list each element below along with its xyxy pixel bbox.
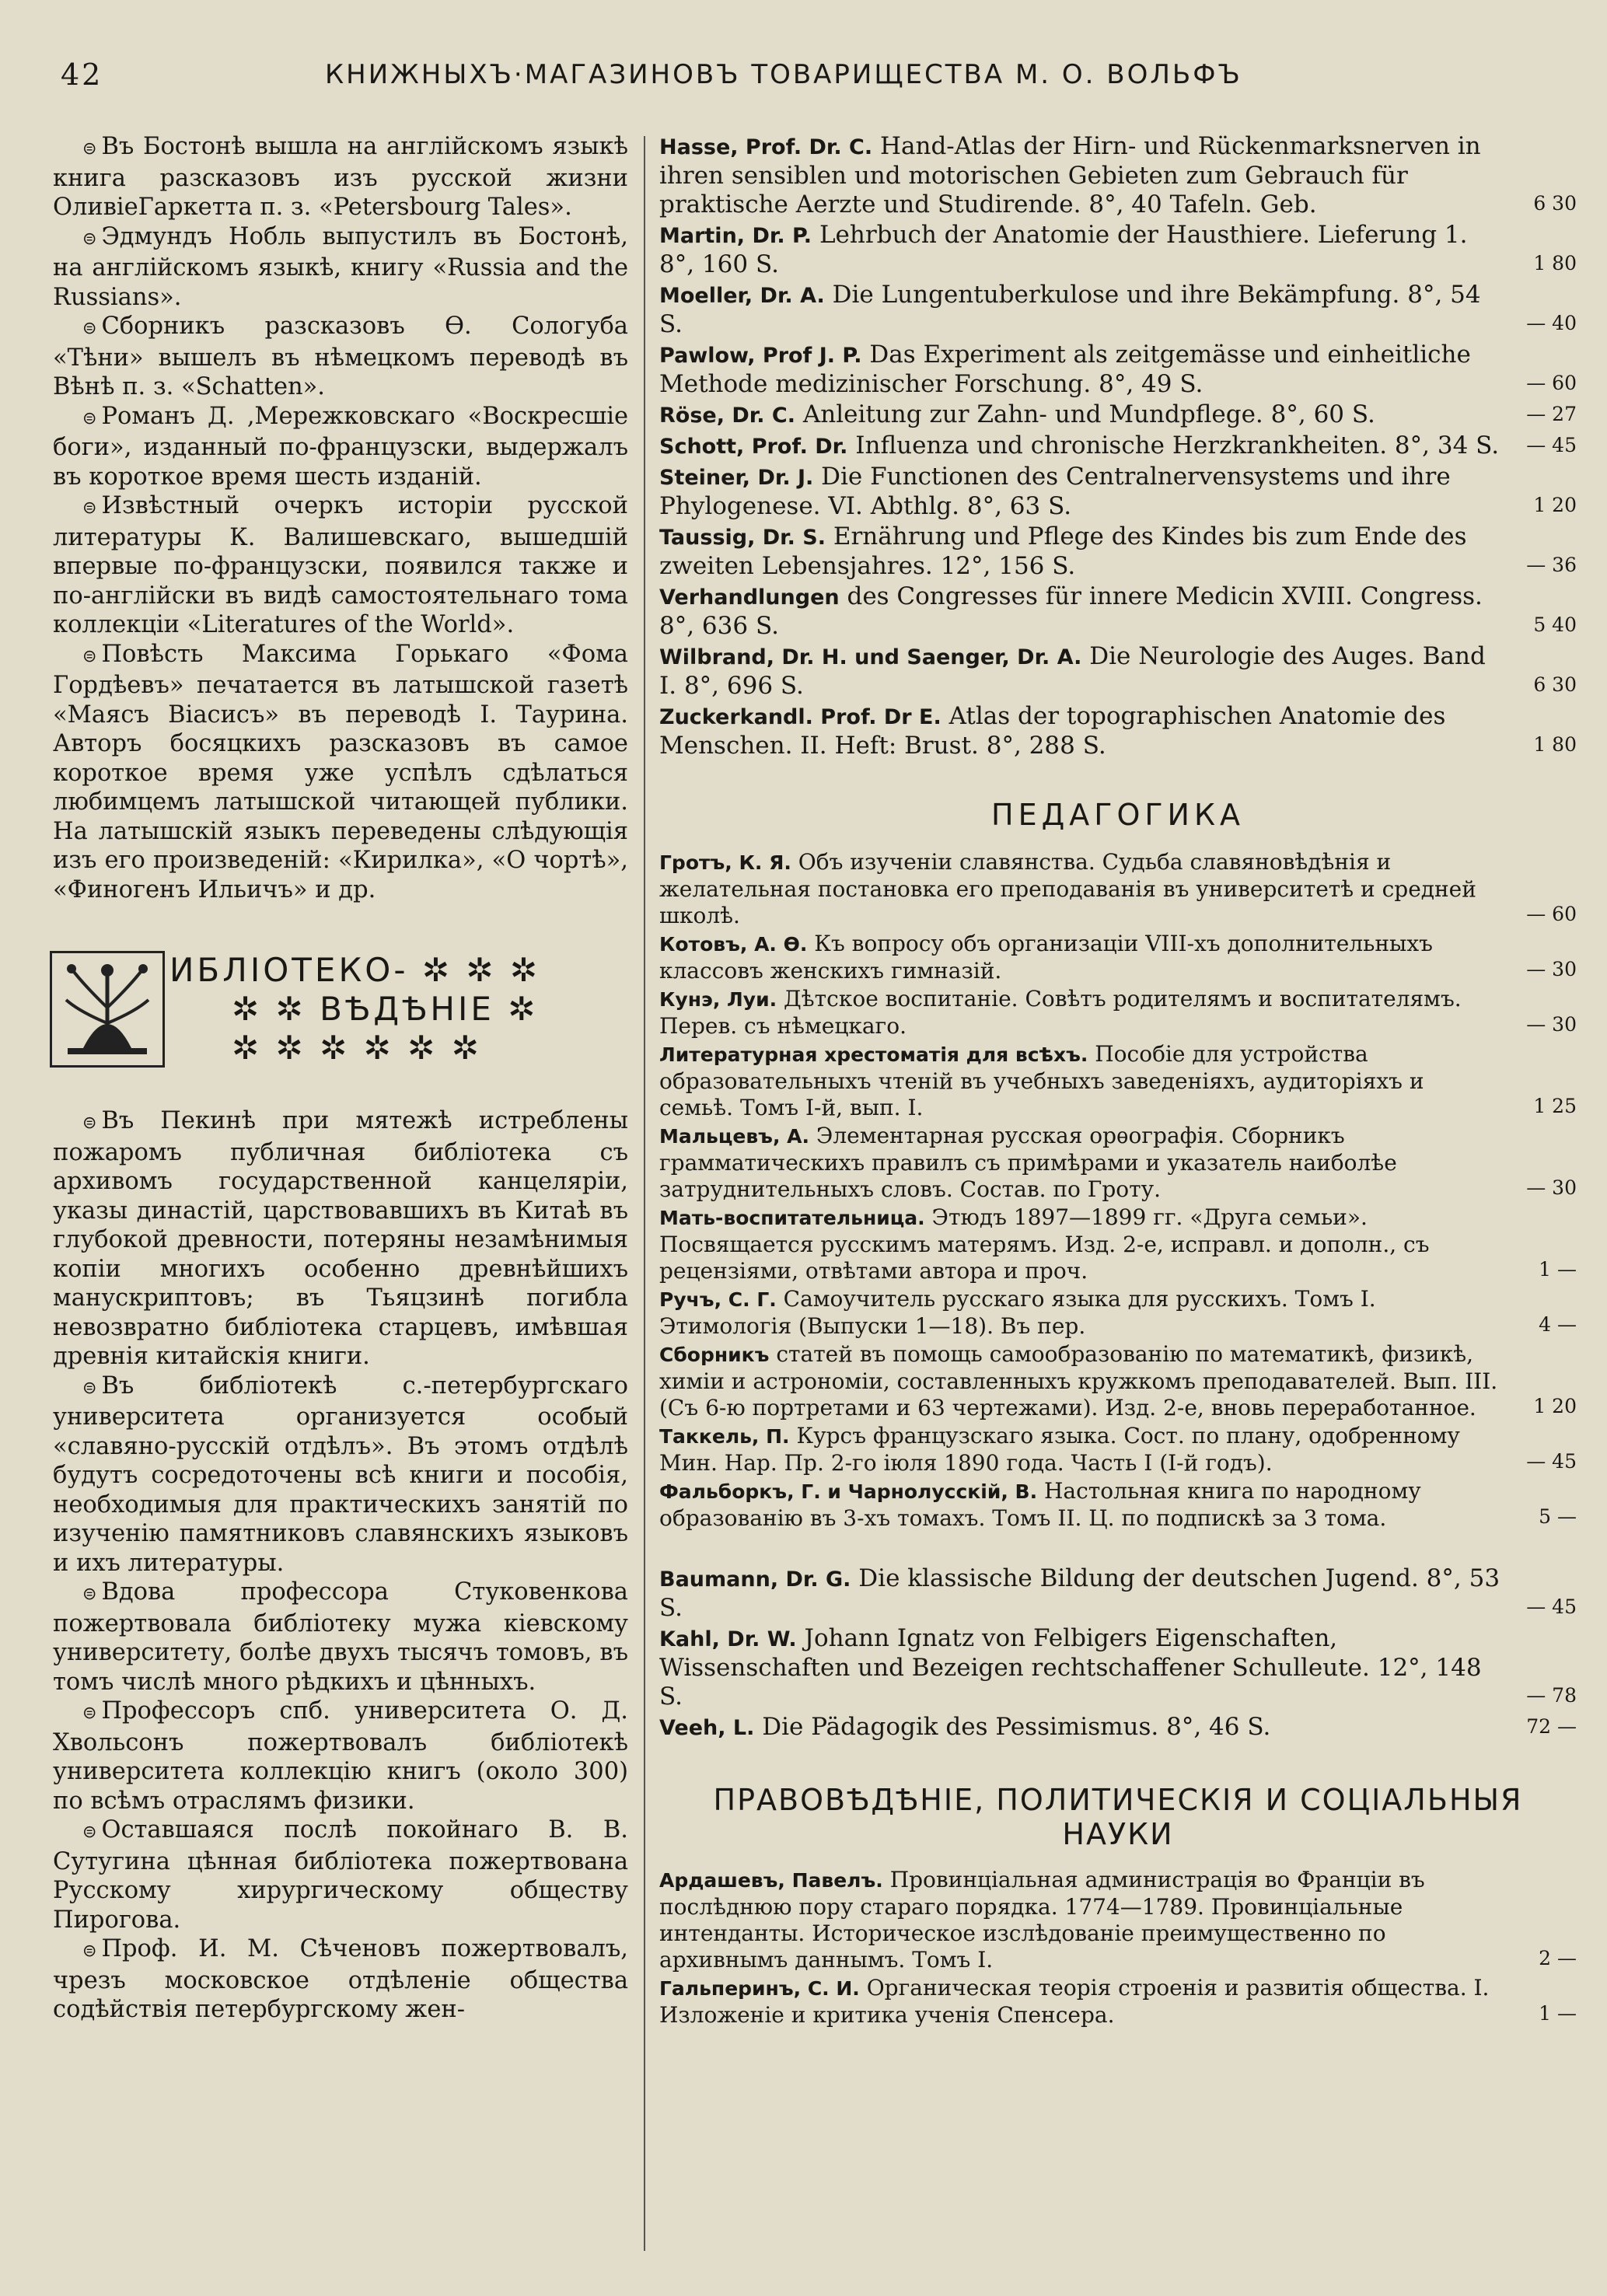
heading-line-1: ИБЛІОТЕКО- ✲ ✲ ✲ [169,951,541,989]
book-entry [659,221,1577,279]
book-entry [659,1041,1577,1121]
book-entry [659,522,1577,581]
book-title: Пособіе для устройства образовательныхъ чтеній въ учебныхъ заведеніяхъ, аудиторіяхъ и семьѣ. Томъ І-й, вып. І. [659,1041,1424,1120]
heading-line-2: ✲ ✲ ВѢДѢНІЕ ✲ [232,990,539,1028]
book-title: Самоучитель русскаго языка для русскихъ. Томъ І. Этимологія (Выпуски 1—18). Въ пер. [659,1286,1376,1339]
book-entry [659,1624,1577,1711]
paragraph-text: Повѣсть Максима Горькаго «Фома Гордѣевъ» печатается въ латышской газетѣ «Маясъ Віасисъ» въ переводѣ І. Таурина. Авторъ босяцкихъ разсказовъ въ самое короткое время уже успѣлъ сдѣлаться любимцемъ латышской читающей публики. На латышскій языкъ переведены слѣдующія изъ его произведеній: «Кирилка», «О чортѣ», «Финогенъ Ильичъ» и др. [53,640,628,903]
book-author: Schott, Prof. Dr. [659,435,848,459]
book-entry [659,400,1577,430]
book-price: 72 — [1526,1715,1577,1738]
news-item [53,491,628,640]
book-title: Объ изученіи славянства. Судьба славяновѣдѣнія и желательная постановка его преподаванія въ университетѣ и средней школѣ. [659,849,1476,928]
book-entry [659,986,1577,1040]
left-column [53,132,628,2025]
book-title: Органическая теорія строенія и развитія общества. I. Изложеніе и критика ученія Спенсера. [659,1975,1490,2028]
book-author: Ардашевъ, Павелъ. [659,1869,883,1892]
book-entry [659,1286,1577,1340]
library-news-item [53,1372,628,1578]
book-title: Курсъ французскаго языка. Сост. по плану, одобренному Мин. Нар. Пр. 2-го іюля 1890 года. Часть I (I-й годъ). [659,1423,1460,1476]
book-author: Martin, Dr. P. [659,224,812,248]
book-title: Ernährung und Pflege des Kindes bis zum Ende des zweiten Lebensjahres. 12°, 156 S. [659,522,1467,580]
book-price: — 30 [1526,1176,1577,1199]
book-title: Lehrbuch der Anatomie der Hausthiere. Lieferung 1. 8°, 160 S. [659,221,1468,278]
paragraph-text: Романъ Д. ‚Мережковскаго «Воскресшіе боги», изданный по-французски, выдержалъ въ короткое время шесть изданій. [53,402,628,491]
book-entry [659,642,1577,701]
book-entry [659,1867,1577,1973]
book-price: — 45 [1526,1595,1577,1618]
bullet-icon: ⊜ [82,139,97,159]
book-author: Сборникъ [659,1344,770,1366]
book-author: Moeller, Dr. A. [659,284,825,308]
paragraph-text: Въ библіотекѣ с.-петербургскаго университета организуется особый «славяно-русскій отдѣлъ». Въ этомъ отдѣлѣ будутъ сосредоточены всѣ книги и пособія, необходимыя для практическихъ занятій по изученію памятниковъ славянскихъ языковъ и ихъ литературы. [53,1372,628,1577]
book-author: Baumann, Dr. G. [659,1567,851,1592]
book-title: Die Pädagogik des Pessimismus. 8°, 46 S. [762,1713,1271,1741]
column-divider [644,136,645,2251]
running-title: КНИЖНЫХЪ·МАГАЗИНОВЪ ТОВАРИЩЕСТВА М. О. ВОЛЬФЪ [325,59,1242,90]
book-price: 4 — [1539,1313,1577,1336]
book-price: 1 20 [1533,1395,1577,1417]
book-price: 6 30 [1533,192,1577,215]
library-heading [50,951,628,1068]
paragraph-text: Вдова профессора Стуковенкова пожертвовала библіотеку мужа кіевскому университету, болѣе двухъ тысячъ томовъ, въ томъ числѣ много рѣдкихъ и цѣнныхъ. [53,1578,628,1696]
paragraph-text: Въ Пекинѣ при мятежѣ истреблены пожаромъ публичная библіотека съ архивомъ государственной канцеляріи, указы династій, царствовавшихъ въ Китаѣ въ глубокой древности, потеряны незамѣнимыя копіи многихъ особенно древнѣйшихъ манускриптовъ; въ Тьяцзинѣ погибла невозвратно библіотека старцевъ, имѣвшая древнія китайскія книги. [53,1107,628,1370]
book-entry [659,432,1577,461]
book-title: Die Neurologie des Auges. Band I. 8°, 696 S. [659,642,1486,700]
book-title: статей въ помощь самообразованію по математикѣ, физикѣ, химіи и астрономіи, составленныхъ кружкомъ преподавателей. Вып. III. (Съ 6-ю портретами и 63 чертежами). Изд. 2-е, вновь переработанное. [659,1341,1498,1421]
news-item [53,640,628,905]
paragraph-text: Въ Бостонѣ вышла на англійскомъ языкѣ книга разсказовъ изъ русской жизни ОливіеГаркетта п. з. «Petersbourg Tales». [53,133,628,221]
book-price: — 40 [1526,312,1577,334]
book-price: — 60 [1526,372,1577,394]
bullet-icon: ⊜ [82,1704,97,1723]
book-entry [659,1123,1577,1203]
book-author: Wilbrand, Dr. H. und Saenger, Dr. A. [659,645,1082,669]
heading-line-3: ✲ ✲ ✲ ✲ ✲ ✲ [232,1029,482,1067]
book-entry [659,1713,1577,1742]
pedagogy-german-list [659,1564,1577,1742]
library-news-item [53,1815,628,1934]
library-news-item [53,1106,628,1372]
book-price: 1 20 [1533,494,1577,516]
book-price: — 30 [1526,958,1577,980]
book-price: 5 — [1539,1505,1577,1528]
bullet-icon: ⊜ [82,1378,97,1398]
page-number: 42 [61,58,103,92]
book-author: Кунэ, Луи. [659,988,777,1011]
book-entry [659,849,1577,929]
book-entry [659,1564,1577,1623]
book-author: Таккель, П. [659,1425,790,1448]
paragraph-text: Эдмундъ Нобль выпустилъ въ Бостонѣ, на англійскомъ языкѣ, книгу «Russia and the Russians». [53,222,628,311]
book-title: Die Functionen des Centralnervensystems und ihre Phylogenese. VI. Abthlg. 8°, 63 S. [659,463,1451,520]
bullet-icon: ⊜ [82,408,97,428]
paragraph-text: Оставшаяся послѣ покойнаго В. В. Сутугина цѣнная библіотека пожертвована Русскому хирургическому обществу Пирогова. [53,1816,628,1934]
bullet-icon: ⊜ [82,1585,97,1604]
book-entry [659,931,1577,984]
book-price: 1 80 [1533,733,1577,756]
book-price: — 27 [1526,403,1577,425]
paragraph-text: Проф. И. М. Сѣченовъ пожертвовалъ, чрезъ московское отдѣленіе общества содѣйствія петербургскому жен- [53,1935,628,2023]
bullet-icon: ⊜ [82,498,97,518]
paragraph-text: Профессоръ спб. университета О. Д. Хвольсонъ пожертвовалъ библіотекѣ университета коллекцію книгъ (около 300) по всѣмъ отраслямъ физики. [53,1697,628,1815]
book-author: Taussig, Dr. S. [659,526,826,550]
page-header [61,48,1569,103]
book-price: 1 — [1539,2002,1577,2025]
book-title: Hand-Atlas der Hirn- und Rückenmarksnerven in ihren sensiblen und motorischen Gebieten zum Gebrauch für praktische Aerzte und Studirende. 8°, 40 Tafeln. Geb. [659,132,1481,218]
book-title: Das Experiment als zeitgemässe und einheitliche Methode medizinischer Forschung. 8°, 49 S. [659,341,1471,398]
book-entry [659,1975,1577,2029]
library-news-item [53,1697,628,1815]
book-author: Verhandlungen [659,585,840,610]
law-list [659,1867,1577,2029]
right-column [659,132,1577,2030]
news-item [53,222,628,313]
book-author: Литературная хрестоматія для всѣхъ. [659,1043,1088,1066]
pedagogy-russian-list [659,849,1577,1532]
book-entry [659,341,1577,399]
book-author: Мать-воспитательница. [659,1207,925,1229]
book-author: Котовъ, А. Ѳ. [659,933,808,956]
book-author: Hasse, Prof. Dr. C. [659,135,873,159]
book-author: Pawlow, Prof J. P. [659,344,862,368]
book-price: 6 30 [1533,673,1577,696]
book-title: Atlas der topographischen Anatomie des Menschen. II. Heft: Brust. 8°, 288 S. [659,702,1446,760]
section-title-law: ПРАВОВѢДѢНІЕ, ПОЛИТИЧЕСКІЯ И СОЦІАЛЬНЫЯ НАУКИ [713,1783,1523,1851]
book-price: — 30 [1526,1013,1577,1036]
book-entry [659,1423,1577,1476]
book-author: Veeh, L. [659,1716,755,1740]
paragraph-text: Сборникъ разсказовъ Ѳ. Сологуба «Тѣни» вышелъ въ нѣмецкомъ переводѣ въ Вѣнѣ п. з. «Schatten». [53,313,628,400]
book-price: 1 80 [1533,252,1577,274]
book-entry [659,281,1577,339]
book-title: Anleitung zur Zahn- und Mundpflege. 8°, 60 S. [802,400,1375,428]
book-title: Influenza und chronische Herzkrankheiten. 8°, 34 S. [855,432,1500,460]
book-title: Элементарная русская орѳографія. Сборникъ грамматическихъ правилъ съ примѣрами и указатель наиболѣе затруднительныхъ словъ. Состав. по Гроту. [659,1123,1397,1202]
book-entry [659,1341,1577,1421]
book-price: — 36 [1526,554,1577,576]
bullet-icon: ⊜ [82,1822,97,1842]
book-title: Провинціальная администрація во Франціи въ послѣднюю пору стараго порядка. 1774—1789. Провинціальные интенданты. Историческое изслѣдованіе преимущественно по архивнымъ даннымъ. Томъ I. [659,1867,1425,1973]
book-title: Къ вопросу объ организаціи VIII-хъ дополнительныхъ классовъ женскихъ гимназій. [659,931,1433,984]
news-item [53,402,628,492]
medicine-list [659,132,1577,760]
book-entry [659,132,1577,219]
book-author: Röse, Dr. C. [659,404,795,428]
book-price: 1 — [1539,1258,1577,1281]
book-price: — 78 [1526,1684,1577,1707]
section-title-pedagogy: ПЕДАГОГИКА [991,798,1245,832]
book-title: Die Lungentuberkulose und ihre Bekämpfung. 8°, 54 S. [659,281,1481,338]
book-author: Гротъ, К. Я. [659,851,791,874]
book-title: Дѣтское воспитаніе. Совѣтъ родителямъ и воспитателямъ. Перев. съ нѣмецкаго. [659,986,1462,1039]
book-author: Kahl, Dr. W. [659,1627,797,1651]
book-author: Мальцевъ, А. [659,1125,810,1148]
book-title: Этюдъ 1897—1899 гг. «Друга семьи». Посвящается русскимъ матерямъ. Изд. 2-е, исправл. и дополн., съ рецензіями, отвѣтами автора и проч. [659,1204,1430,1284]
library-news-item [53,1578,628,1697]
book-author: Ручъ, С. Г. [659,1288,777,1311]
news-list [53,132,628,904]
book-entry [659,1478,1577,1532]
book-author: Гальперинъ, С. И. [659,1977,860,2000]
library-news-list [53,1106,628,2025]
book-title: Johann Ignatz von Felbigers Eigenschaften, Wissenschaften und Bezeigen rechtschaffener Schulleute. 12°, 148 S. [659,1624,1482,1711]
bullet-icon: ⊜ [82,1113,97,1133]
bullet-icon: ⊜ [82,1941,97,1961]
book-title: des Congresses für innere Medicin XVIII. Congress. 8°, 636 S. [659,582,1483,640]
bullet-icon: ⊜ [82,319,97,338]
library-news-item [53,1934,628,2025]
book-price: 1 25 [1533,1095,1577,1117]
news-item [53,132,628,222]
book-author: Фальборкъ, Г. и Чарнолусскій, В. [659,1480,1038,1503]
book-price: 2 — [1539,1947,1577,1969]
book-title: Настольная книга по народному образованію въ 3-хъ томахъ. Томъ II. Ц. по подпискѣ за 3 тома. [659,1478,1421,1531]
book-title: Die klassische Bildung der deutschen Jugend. 8°, 53 S. [659,1564,1500,1622]
book-entry [659,582,1577,641]
book-author: Zuckerkandl. Prof. Dr E. [659,705,941,729]
book-entry [659,702,1577,760]
paragraph-text: Извѣстный очеркъ исторіи русской литературы К. Валишевскаго, вышедшій впервые по-французски, появился также и по-англійски въ видѣ самостоятельнаго тома коллекціи «Literatures of the World». [53,492,628,638]
news-item [53,312,628,402]
bullet-icon: ⊜ [82,646,97,666]
book-entry [659,1204,1577,1284]
book-author: Steiner, Dr. J. [659,466,814,490]
book-entry [659,463,1577,521]
book-price: — 60 [1526,903,1577,925]
ornament-initial-icon [50,951,165,1068]
bullet-icon: ⊜ [82,229,97,249]
book-price: 5 40 [1533,613,1577,636]
book-price: — 45 [1526,434,1577,456]
book-price: — 45 [1526,1450,1577,1473]
